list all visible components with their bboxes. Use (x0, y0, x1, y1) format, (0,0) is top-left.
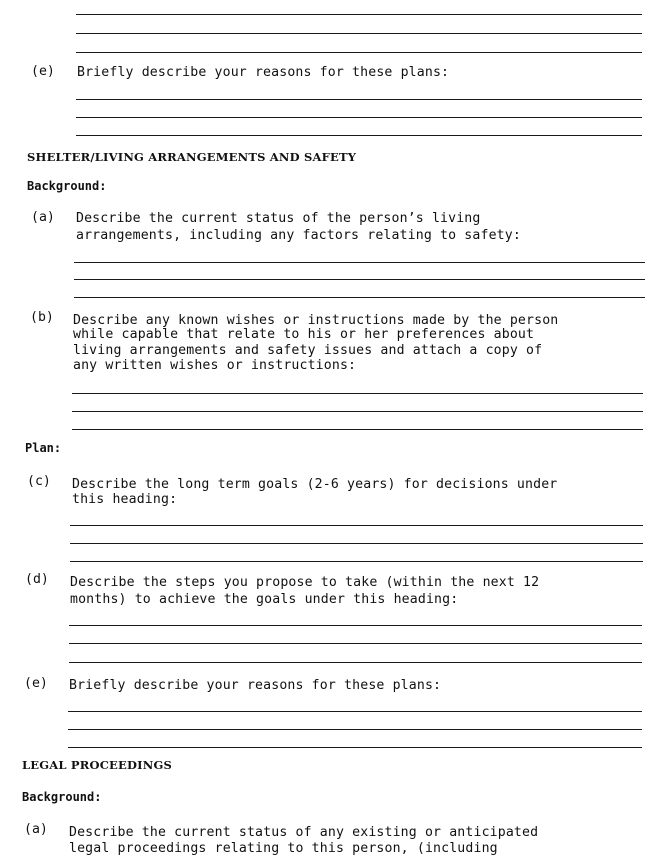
item-label-c: (c) (27, 474, 51, 489)
section-heading-shelter: SHELTER/LIVING ARRANGEMENTS AND SAFETY (27, 150, 357, 164)
item-label-b: (b) (30, 310, 54, 325)
question-a-line-1: Describe the current status of any existing or anticipated (69, 825, 539, 840)
background-label: Background: (22, 790, 102, 804)
item-label-a: (a) (24, 822, 48, 837)
question-a-line-1: Describe the current status of the person’s living (76, 211, 481, 226)
answer-line[interactable] (76, 33, 642, 34)
answer-line[interactable] (76, 117, 642, 118)
question-e-text: Briefly describe your reasons for these plans: (77, 65, 450, 80)
answer-line[interactable] (69, 625, 642, 626)
answer-line[interactable] (70, 561, 643, 562)
question-b-line-3: living arrangements and safety issues and attach a copy of (73, 343, 543, 358)
item-label-d: (d) (25, 572, 49, 587)
question-b-line-2: while capable that relate to his or her preferences about (73, 327, 535, 342)
item-label-e: (e) (24, 676, 48, 691)
answer-line[interactable] (74, 262, 645, 263)
question-a-line-2: arrangements, including any factors relating to safety: (76, 228, 521, 243)
question-b-line-4: any written wishes or instructions: (73, 358, 357, 373)
question-d-line-2: months) to achieve the goals under this heading: (70, 592, 459, 607)
answer-line[interactable] (69, 643, 642, 644)
answer-line[interactable] (76, 99, 642, 100)
answer-line[interactable] (74, 279, 645, 280)
item-label-a: (a) (31, 210, 55, 225)
answer-line[interactable] (74, 297, 645, 298)
answer-line[interactable] (70, 543, 643, 544)
answer-line[interactable] (70, 525, 643, 526)
item-label-e: (e) (31, 64, 55, 79)
question-b-line-1: Describe any known wishes or instructions made by the person (73, 313, 559, 328)
question-c-line-1: Describe the long term goals (2-6 years) for decisions under (72, 477, 558, 492)
answer-line[interactable] (68, 747, 642, 748)
answer-line[interactable] (69, 662, 642, 663)
question-c-line-2: this heading: (72, 492, 178, 507)
plan-label: Plan: (25, 441, 62, 455)
answer-line[interactable] (76, 135, 642, 136)
answer-line[interactable] (68, 711, 642, 712)
question-e-text: Briefly describe your reasons for these plans: (69, 678, 442, 693)
answer-line[interactable] (72, 429, 643, 430)
answer-line[interactable] (68, 729, 642, 730)
question-d-line-1: Describe the steps you propose to take (within the next 12 (70, 575, 540, 590)
answer-line[interactable] (76, 14, 642, 15)
question-a-line-2: legal proceedings relating to this person, (including (69, 841, 498, 856)
answer-line[interactable] (72, 411, 643, 412)
background-label: Background: (27, 179, 107, 193)
section-heading-legal: LEGAL PROCEEDINGS (22, 758, 172, 772)
answer-line[interactable] (76, 52, 642, 53)
answer-line[interactable] (72, 393, 643, 394)
